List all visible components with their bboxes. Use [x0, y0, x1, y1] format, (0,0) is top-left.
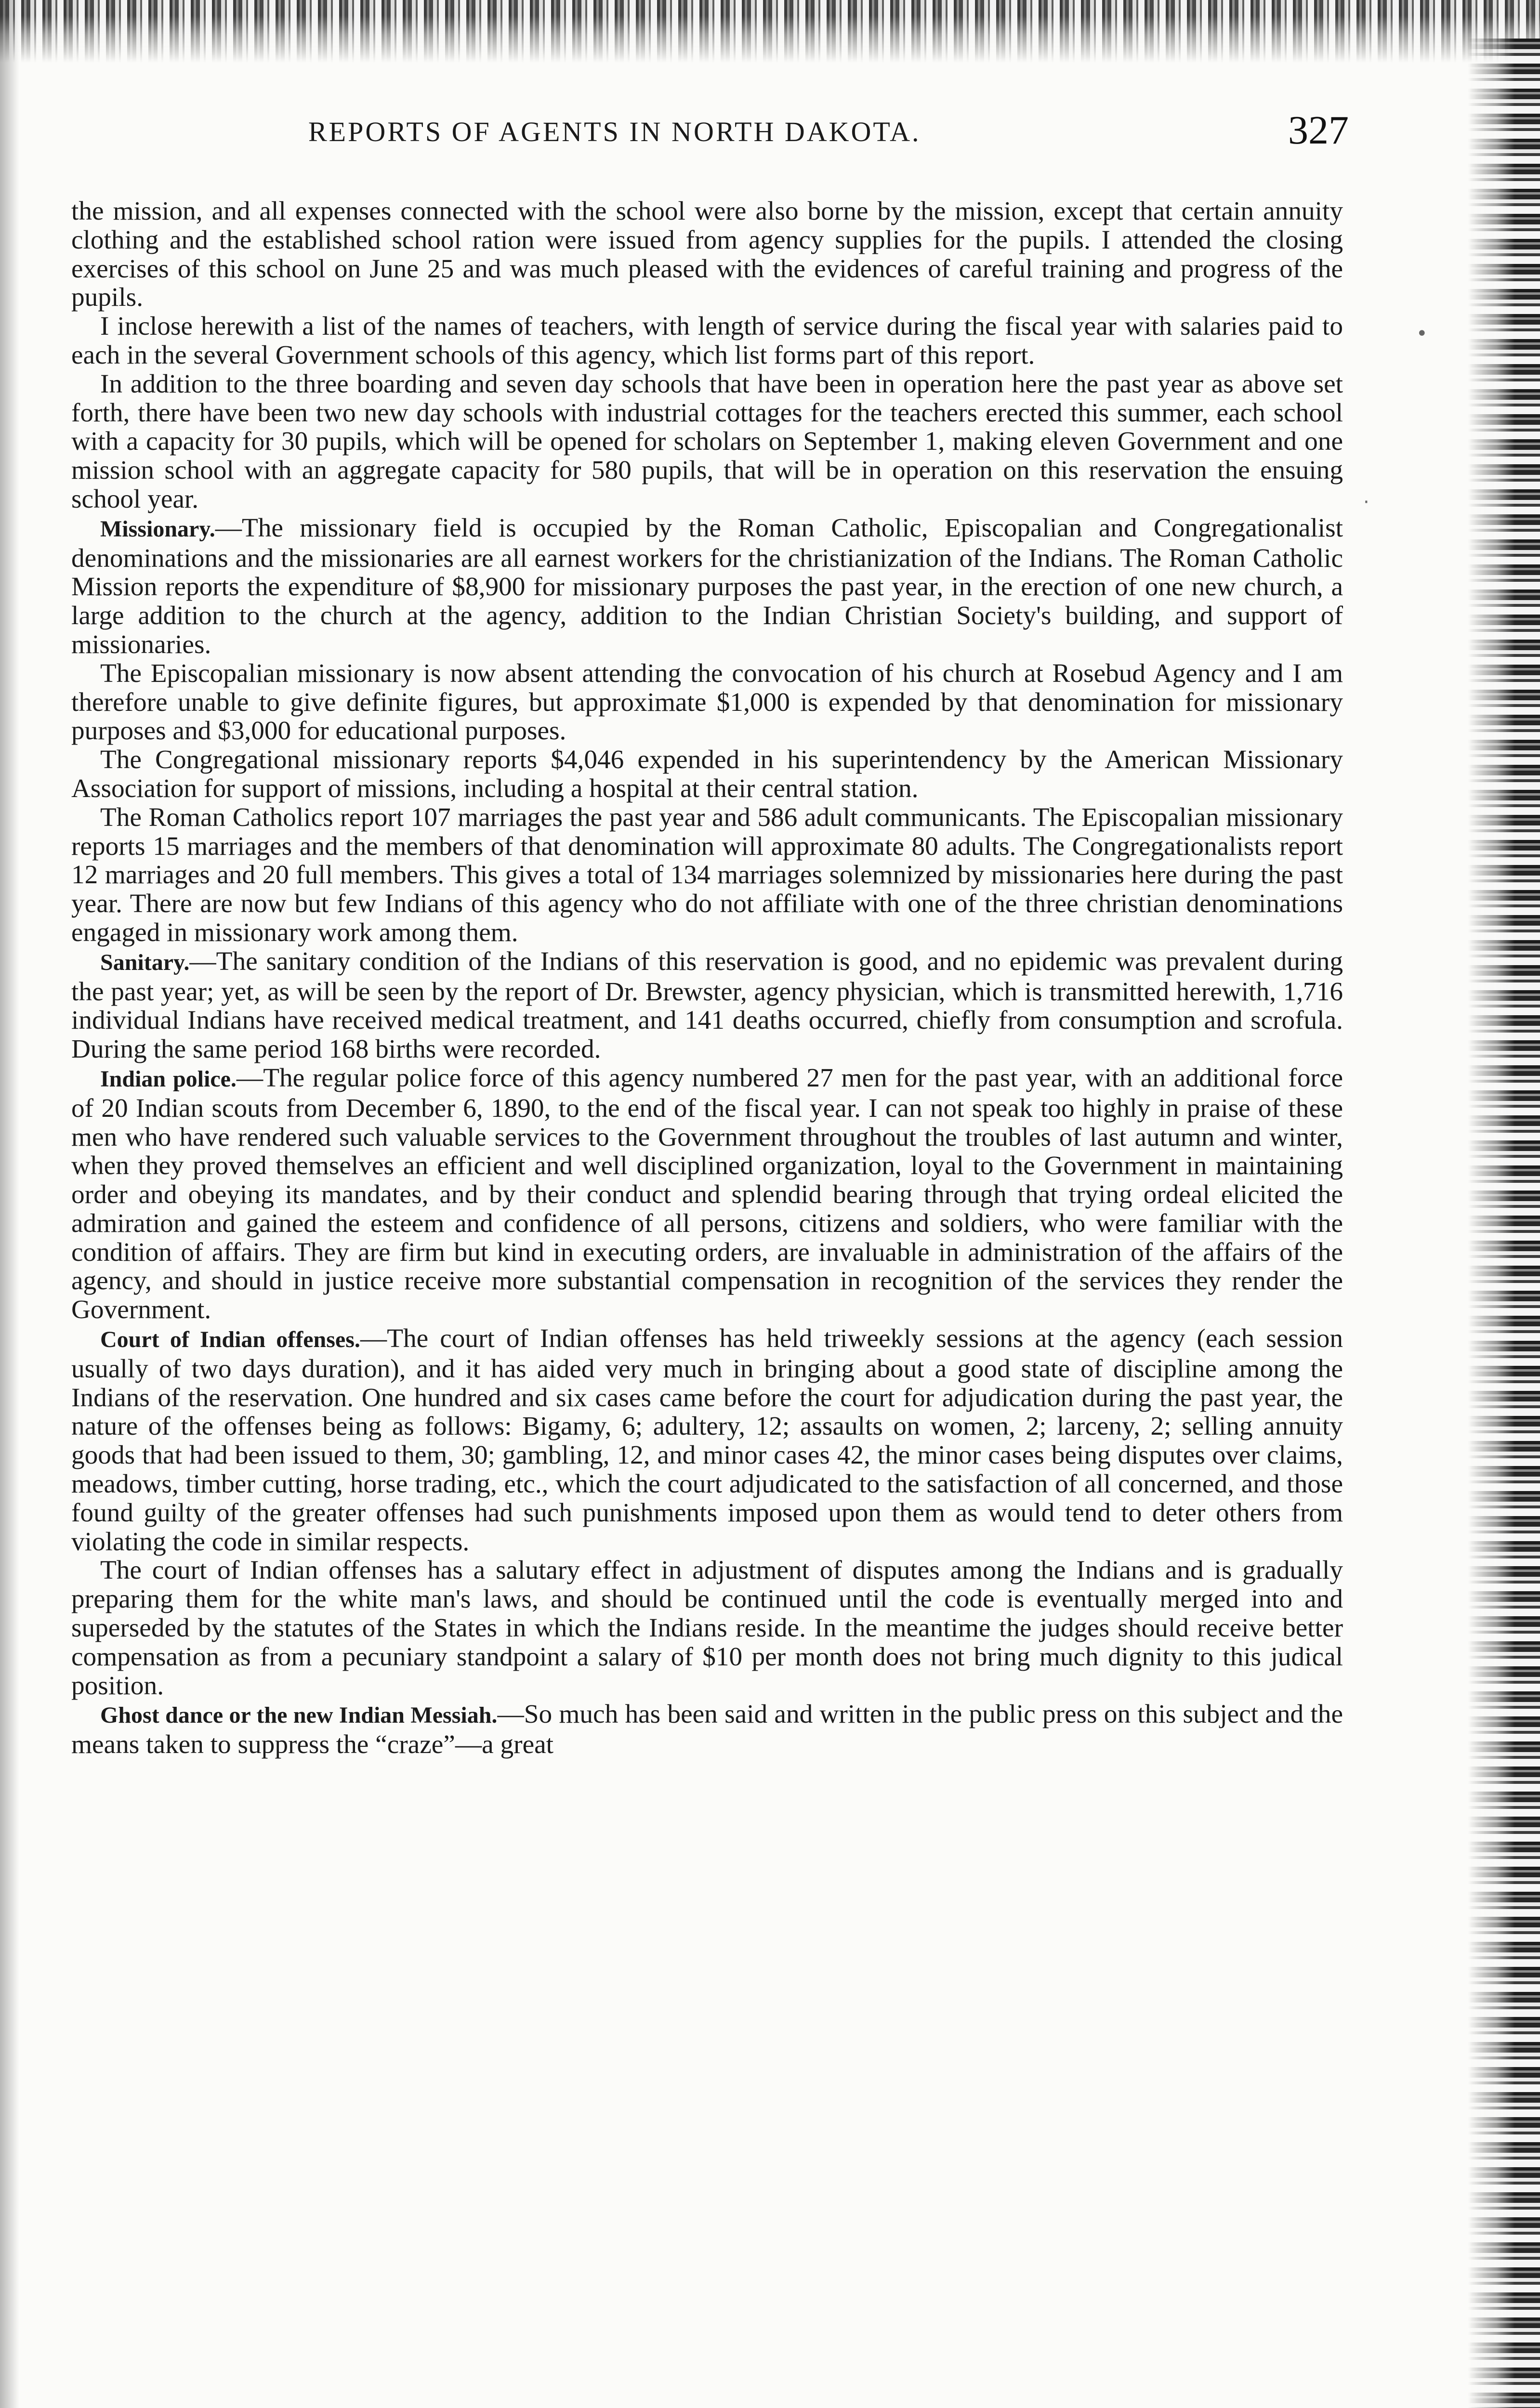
running-title: REPORTS OF AGENTS IN NORTH DAKOTA. [308, 116, 921, 147]
paragraph-text: the mission, and all expenses connected with the school were also borne by the mission, except that certain annuity clothing and the established school ration were issued from agency supplies for the pupils. I attended the closing exercises of this school on June 25 and was much pleased with the evidences of careful training and progress of the pupils. [71, 196, 1343, 312]
paragraph [71, 196, 1343, 312]
paragraph-text: The Congregational missionary reports $4,046 expended in his superintendency by the American Missionary Association for support of missions, including a hospital at their central station. [71, 745, 1343, 803]
scan-edge-top [0, 0, 1540, 63]
section-heading: Sanitary. [100, 949, 190, 975]
margin-speck: · [1363, 491, 1369, 513]
section-heading: Missionary. [100, 516, 215, 542]
paragraph-text: —The court of Indian offenses has held triweekly sessions at the agency (each session usually of two days duration), and it has aided very much in bringing about a good state of discipline among the Indians of the reservation. One hundred and six cases came before the court for adjudication during the past year, the nature of the offenses being as follows: Bigamy, 6; adultery, 12; assaults on women, 2; larceny, 2; selling annuity goods that had been issued to them, 30; gambling, 12, and minor cases 42, the minor cases being disputes over claims, meadows, timber cutting, horse trading, etc., which the court adjudicated to the satisfaction of all concerned, and those found guilty of the greater offenses had such punishments imposed upon them as would tend to deter others from violating the code in similar respects. [71, 1323, 1343, 1556]
paragraph-text: The court of Indian offenses has a salutary effect in adjustment of disputes among the Indians and is gradually preparing them for the white man's laws, and should be continued until the code is eventually merged into and superseded by the statutes of the States in which the Indians reside. In the meantime the judges should receive better compensation as from a pecuniary standpoint a salary of $10 per month does not bring much dignity to this judical position. [71, 1555, 1343, 1700]
body-text [71, 196, 1343, 1759]
section-heading: Ghost dance or the new Indian Messiah. [100, 1702, 498, 1728]
paragraph-text: —So much has been said and written in the public press on this subject and the means taken to suppress the “craze”—a great [71, 1699, 1343, 1759]
scan-edge-left [0, 0, 19, 2408]
paragraph [71, 1556, 1343, 1700]
paragraph-text: —The regular police force of this agency numbered 27 men for the past year, with an additional force of 20 Indian scouts from December 6, 1890, to the end of the fiscal year. I can not speak too highly in praise of these men who have rendered such valuable services to the Government throughout the troubles of last autumn and winter, when they proved themselves an efficient and well disciplined organization, loyal to the Government in maintaining order and obeying its mandates, and by their conduct and splendid bearing through that trying ordeal elicited the admiration and gained the esteem and confidence of all persons, citizens and soldiers, who were familiar with the condition of affairs. They are firm but kind in executing orders, are invaluable in administration of the affairs of the agency, and should in justice receive more substantial compensation in recognition of the services they render the Government. [71, 1062, 1343, 1324]
paragraph-text: —The sanitary condition of the Indians of this reservation is good, and no epidemic was prevalent during the past year; yet, as will be seen by the report of Dr. Brewster, agency physician, which is transmitted herewith, 1,716 individual Indians have received medical treatment, and 141 deaths occurred, chiefly from consumption and scrofula. During the same period 168 births were recorded. [71, 946, 1343, 1064]
paragraph-text: The Episcopalian missionary is now absent attending the convocation of his church at Rosebud Agency and I am therefore unable to give definite figures, but approximate $1,000 is expended by that denomination for missionary purposes and $3,000 for educational purposes. [71, 658, 1343, 746]
page-number: 327 [1288, 108, 1349, 153]
paragraph [71, 513, 1343, 659]
scan-edge-right [1468, 39, 1540, 2408]
paragraph [71, 947, 1343, 1063]
paragraph-text: The Roman Catholics report 107 marriages the past year and 586 adult communicants. The Episcopalian missionary reports 15 marriages and the members of that denomination will approximate 80 adults. The Congregationalists report 12 marriages and 20 full members. This gives a total of 134 marriages solemnized by missionaries here during the past year. There are now but few Indians of this agency who do not affiliate with one of the three christian denominations engaged in missionary work among them. [71, 802, 1343, 947]
paragraph-text: I inclose herewith a list of the names of teachers, with length of service during the fiscal year with salaries paid to each in the several Government schools of this agency, which list forms part of this report. [71, 311, 1343, 369]
margin-speck: • [1416, 323, 1428, 345]
paragraph [71, 312, 1343, 369]
section-heading: Indian police. [100, 1066, 237, 1092]
section-heading: Court of Indian offenses. [100, 1327, 360, 1353]
paragraph [71, 1324, 1343, 1556]
running-head [72, 107, 1349, 160]
paragraph [71, 1700, 1343, 1759]
paragraph [71, 369, 1343, 513]
paragraph [71, 803, 1343, 947]
paragraph-text: —The missionary field is occupied by the Roman Catholic, Episcopalian and Congregationalist denominations and the missionaries are all earnest workers for the christianization of the Indians. The Roman Catholic Mission reports the expenditure of $8,900 for missionary purposes the past year, in the erection of one new church, a large addition to the church at the agency, addition to the Indian Christian Society's building, and support of missionaries. [71, 512, 1343, 659]
paragraph [71, 745, 1343, 803]
paragraph [71, 1063, 1343, 1324]
paragraph [71, 659, 1343, 745]
paragraph-text: In addition to the three boarding and seven day schools that have been in operation here the past year as above set forth, there have been two new day schools with industrial cottages for the teachers erected this summer, each school with a capacity for 30 pupils, which will be opened for scholars on September 1, making eleven Government and one mission school with an aggregate capacity for 580 pupils, that will be in operation on this reservation the ensuing school year. [71, 368, 1343, 513]
